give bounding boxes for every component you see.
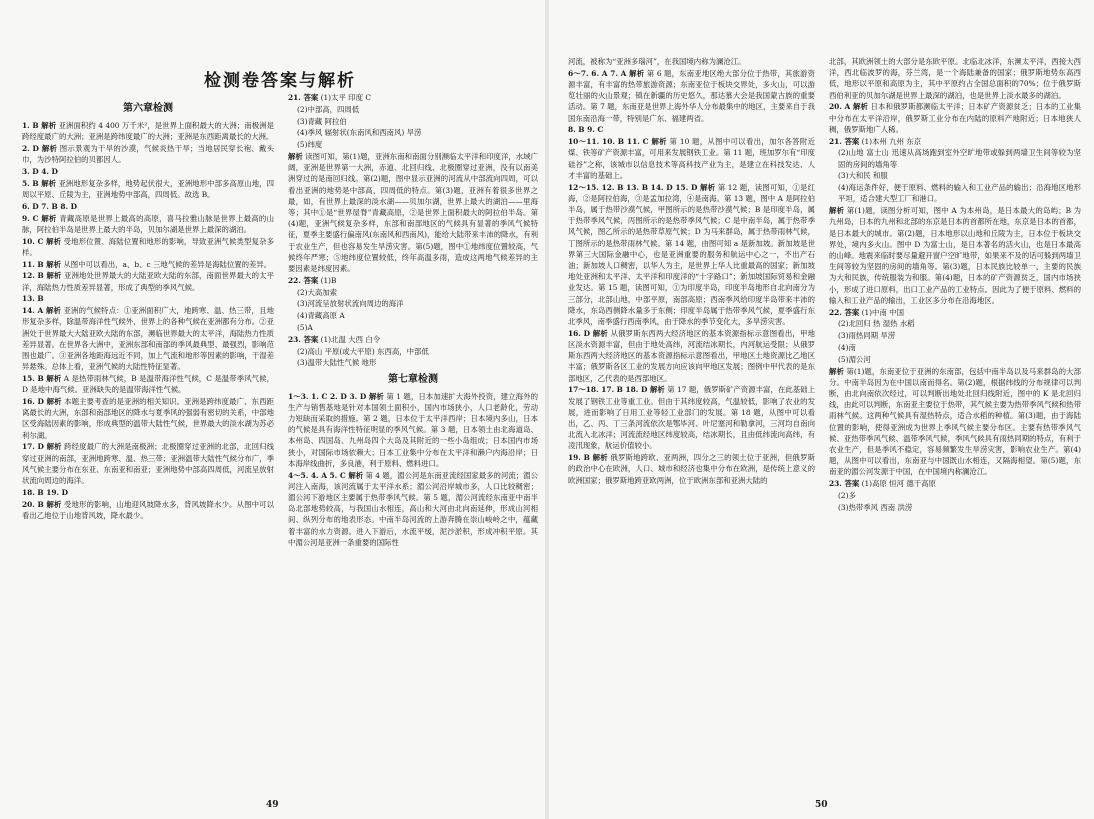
column-2	[288, 92, 538, 800]
answer-paragraph: 16. D 解析 本题主要考查的是亚洲的相关知识。亚洲是跨纬度最广、东西距离最长的大洲，东部和南部地区的降水与夏季风的强弱有密切的关系，中部地区受海陆因素的影响，形成典型的温带大陆性气候，世界最大的淡水湖为苏必利尔湖。	[22, 397, 274, 440]
answer-paragraph: 北部，其欧洲领土的大部分是东欧平原。北临北冰洋，东濒太平洋，西接大西洋，西北临波罗的海，芬兰湾，是一个海陆兼备的国家；俄罗斯地势东高西低，地形以平原和高原为主，其中平原约占全国总面积的70%；位于俄罗斯西伯利亚的贝加尔湖是世界上最深的湖泊，也是世界上淡水最多的湖泊。	[829, 57, 1081, 100]
answer-paragraph: 3. D 4. D	[22, 167, 58, 176]
answer-paragraph: (2)中部高，四周低	[297, 104, 360, 114]
answer-paragraph: 19. B 解析 俄罗斯地跨欧、亚两洲，四分之三的领土位于亚洲，但俄罗斯的政治中心在欧洲，人口、城市和经济也集中分布在欧洲，是传统上意义的欧洲国家；俄罗斯地跨亚欧两洲，位于欧洲东部和亚洲大陆的	[568, 453, 815, 485]
answer-paragraph: 20. B 解析 受地形的影响，山地迎风坡降水多，背风坡降水少。从图中可以看出乙地位于山地背风坡，降水最少。	[22, 499, 274, 520]
answer-paragraph: (4)青藏高原 A	[297, 311, 345, 321]
answer-paragraph: 解析 读图可知，第(1)题，亚洲东南和南面分别濒临太平洋和印度洋，水域广阔，亚洲是世界第一大洲，赤道、北回归线、北极圈穿过亚洲，没有以南美洲穿过的是南回归线。第(2)题，图中显示亚洲的河流从中部流向四周，可以看出亚洲的地势是中部高，四周低的特点。第(3)题，亚洲有着很多世界之最，如，有世界上最深的淡水湖——贝加尔湖，世界上最大的湖泊——里海等；其中①是“世界屋脊”青藏高原，②是世界上面积最大的阿拉伯半岛。第(4)题，亚洲气候复杂多样，东部和南部地区的气候具有显著的季风气候特征，夏季主要盛行偏南风(东南风和西南风)，能给大陆带来丰沛的降水，有利于农业生产，但也容易发生旱涝灾害。第(5)题，图中①地纬度位置较高，气候终年严寒；⑤地纬度位置较低，终年高温多雨，造成这两地气候差异的主要因素是纬度因素。	[288, 151, 538, 274]
answer-paragraph: (5)纬度	[297, 140, 323, 150]
column-3	[568, 56, 815, 800]
answer-paragraph: 4～5. 4. A 5. C 解析 第 4 题，湄公河是东南亚流经国家最多的河流；湄公河注入南海，该河流属于太平洋水系；湄公河沿岸城市多，人口比较稠密；湄公河下游地区主要属于热带季风气候。第 5 题，湄公河流经东南亚中南半岛北部地势较高，与我国山水相连，高山和大河由北向南延伸，形成山河相间、纵列分布的地表形态。中南半岛河流的上游奔腾在崇山峻岭之中，蕴藏着丰富的水力资源。进入下游后，水流平缓，泥沙淤积，形成冲积平原。其中湄公河是亚洲一条重要的国际性	[288, 470, 538, 547]
answer-paragraph: 12. B 解析 亚洲地处世界最大的大陆亚欧大陆的东部，南面世界最大的太平洋，海陆热力性质差异显著，形成了典型的季风气候。	[22, 271, 274, 292]
answer-paragraph: (2)大高加索	[297, 287, 338, 297]
answer-paragraph: 13. B	[22, 294, 44, 304]
answer-paragraph: (4)海运条件好，便于原料、燃料的输入和工业产品的输出；沿海地区地形平坦，适合建大型工厂和港口。	[838, 183, 1081, 204]
answer-paragraph: 16. D 解析 从俄罗斯东西两大经济地区的基本资源指标示意图看出，甲地区淡水资源丰富，但由于地处高纬，河流结冰期长，内河航运受限；从俄罗斯东西两大经济地区的基本资源指标示意图看出，甲地区土地资源比乙地区丰富；俄罗斯各区工业的发展方向应该向甲地区发展；图例中甲代表的是东部地区，乙代表的是西部地区。	[568, 328, 815, 383]
page-number-right: 50	[815, 800, 828, 810]
section-heading: 第七章检测	[388, 373, 438, 385]
answer-paragraph: 21. 答案 (1)本州 九州 东京	[829, 136, 922, 146]
answer-paragraph: 6. D 7. B 8. D	[22, 201, 78, 211]
answer-paragraph: 14. A 解析 亚洲的气候特点：①亚洲面积广大，地跨寒、温、热三带，且地形复杂多样，除温带海洋性气候外，世界上的各种气候在亚洲都有分布。②亚洲处于世界最大大陆亚欧大陆的东部，濒临世界最大的太平洋，海陆热力性质差异显著。在世界各大洲中，亚洲东部和南部的季风最典型、最强烈，影响范围也最广。③亚洲各地距海远近不同，加上气流和地形等因素的影响，干湿差异悬殊。总体上看，亚洲气候的大陆性特征显著。	[22, 306, 274, 372]
answer-paragraph: (3)热带季风 西南 洪涝	[838, 502, 913, 512]
answer-paragraph: (5)A	[297, 323, 313, 332]
answer-paragraph: 解析 第(1)题，东南亚位于亚洲的东南部，包括中南半岛以及马来群岛的大部分。中南半岛因为在中国以南而得名。第(2)题，根据纬线的分布规律可以判断，由北向南依次经过，可以判断出地处北回归线附近，图中的 K 是北回归线，由此可以判断，东南亚主要位于热带，其气候主要为热带季风气候和热带雨林气候。这两种气候具有湿热特点，适合水稻的种植。第(3)题，由于海陆位置的影响，使得亚洲成为世界上季风气候主要分布区。主要有热带季风气候、亚热带季风气候、温带季风气候，季风气候具有雨热同期的特点，有利于农业生产，但是季风不稳定，容易频繁发生旱涝灾害，影响农业生产。第(4)题，从图中可以看出，东南亚与中国既山水相连，又隔海相望。第(5)题，东南亚的湄公河发源于中国，在中国境内称澜沧江。	[829, 366, 1081, 477]
answer-paragraph: 2. D 解析 图示景观为干旱的沙漠，气候炎热干旱；当地居民穿长袍、戴头巾，为沙特阿拉伯的贝都因人。	[22, 144, 274, 165]
answer-paragraph: 22. 答案 (1)中南 中国	[829, 307, 904, 317]
answer-paragraph: 5. B 解析 亚洲地形复杂多样，地势起伏很大，亚洲地形中部多高原山地，四周以平原、丘陵为主，亚洲地势中部高，四周低。故选 B。	[22, 178, 274, 199]
answer-paragraph: (3)温带大陆性气候 地形	[297, 358, 377, 368]
answer-paragraph: 11. B 解析 从图中可以看出，a、b、c 三地气候的差异是海陆位置的差异。	[22, 259, 272, 269]
answer-paragraph: (4)南	[838, 343, 856, 353]
answer-paragraph: 23. 答案 (1)高原 恒河 德干高原	[829, 479, 936, 489]
answer-paragraph: 15. B 解析 A 是热带雨林气候，B 是温带海洋性气候，C 是温带季风气候，D 是地中海气候。亚洲缺失的是温带海洋性气候。	[22, 374, 274, 395]
answer-paragraph: (2)北回归 热 湿热 水稻	[838, 319, 915, 329]
page-number-left: 49	[266, 800, 279, 810]
answer-paragraph: 8. B 9. C	[568, 125, 604, 135]
main-title: 检测卷答案与解析	[204, 71, 356, 91]
answer-paragraph: (2)高山 平原(或大平原) 东西高，中部低	[297, 346, 429, 356]
answer-paragraph: (3)河流呈放射状流向周边的海洋	[297, 299, 404, 309]
answer-paragraph: 9. C 解析 青藏高原是世界上最高的高原，喜马拉雅山脉是世界上最高的山脉，阿拉伯半岛是世界上最大的半岛，贝加尔湖是世界上最深的湖泊。	[22, 213, 274, 234]
answer-paragraph: (4)季风 辐射状(东南风和西南风) 旱涝	[297, 128, 422, 138]
answer-paragraph: (2)多	[838, 491, 856, 501]
answer-paragraph: (3)大和民 和服	[838, 171, 888, 181]
answer-paragraph: 23. 答案 (1)北温 大西 白令	[288, 334, 381, 344]
answer-paragraph: 17～18. 17. B 18. D 解析 第 17 题，俄罗斯矿产资源丰富，在此基础上发展了钢铁工业等重工业。但由于其纬度较高，气温较低，影响了农业的发展，进而影响了日用工业等轻工业部门的发展。第 18 题，从图中可以看出，乙、丙、丁三条河流依次是鄂毕河、叶尼塞河和勒拿河，三河均自南向北流入北冰洋；河流流经地区纬度较高，结冰期长，且由低纬流向高纬，有凌汛现象，航运价值较小。	[568, 385, 815, 451]
answer-paragraph: 22. 答案 (1)B	[288, 275, 337, 285]
answer-paragraph: (3)青藏 阿拉伯	[297, 116, 347, 126]
answer-paragraph: 河流，被称为“亚洲多瑙河”，在我国境内称为澜沧江。	[568, 57, 746, 66]
answer-paragraph: 10～11. 10. B 11. C 解析 第 10 题，从图中可以看出，加尔各答附近煤、铁等矿产资源丰富，可用来发展钢铁工业。第 11 题，班加罗尔有“印度硅谷”之称，该城市以信息技术等高科技产业为主，是建立在科技发达、人才丰富的基础上。	[568, 137, 815, 180]
answer-paragraph: 1～3. 1. C 2. D 3. D 解析 第 1 题，日本加速扩大海外投资，建立海外的生产与销售基地是针对本国领土面积小，国内市场狭小，人口老龄化，劳动力短缺而采取的措施。第 2 题，日本位于太平洋西岸；日本境内多山，日本的气候是具有海洋性特征明显的季风气候。第 3 题，日本领土由北海道岛、本州岛、四国岛、九州岛四个大岛及其附近的一些小岛组成；日本国内市场狭小，对国际市场依赖大；日本工业集中分布在太平洋和濑户内海沿岸；日本海岸线曲折，多良港，利于原料、燃料进口。	[288, 391, 538, 468]
answer-paragraph: 解析 第(1)题，读图分析可知，图中 A 为本州岛，是日本最大的岛屿；B 为九州岛，日本的九州和北部的东京是日本的首都所在地，东京是日本的首都，是日本最大的城市。第(2)题，日本地形以山地和丘陵为主，日本位于板块交界处，境内多火山。图中 D 为富士山，是日本著名的活火山，也是日本最高的山峰。地震来临时要尽量避开窗户空旷地带，如果来不及的话可躲到两墙卫生间等较为坚固的房间的墙角等。第(3)题，日本民族比较单一，主要的民族为大和民族，传统服装为和服。第(4)题，日本的矿产资源贫乏，国内市场狭小，形成了进口原料，出口工业产品的工业特点。因此为了便于原料、燃料的输入和工业产品的输出，工业区多分布在沿海地区。	[829, 206, 1081, 305]
answer-paragraph: 18. B 19. D	[22, 487, 69, 497]
answer-paragraph: 1. B 解析 亚洲面积约 4 400 万千米²，是世界上面积最大的大洲；南极洲是跨经度最广的大洲；亚洲是跨纬度最广的大洲；亚洲是东西距离最长的大洲。	[22, 121, 274, 142]
column-4	[829, 56, 1081, 800]
section-heading: 第六章检测	[123, 103, 173, 114]
answer-paragraph: 17. D 解析 跨经度最广的大洲是南极洲；北极圈穿过亚洲的北部，北回归线穿过亚洲的南部，亚洲地跨寒、温、热三带；亚洲温带大陆性气候分布广，季风气候主要分布在东亚、东南亚和南亚；亚洲地势中部高四周低，河流呈放射状流向周边的海洋。	[22, 442, 274, 486]
answer-paragraph: 12～15. 12. B 13. B 14. D 15. D 解析 第 12 题，读图可知，①是红海，②是阿拉伯海，③是孟加拉湾，④是南海。第 13 题，图中 A 是阿拉伯半岛，属于热带沙漠气候，甲图所示的是热带沙漠气候；B 是印度半岛，属于热带季风气候，丙图所示的是热带季风气候；C 是中南半岛，属于热带季风气候，图乙所示的是热带草原气候；D 为马来群岛，属于热带雨林气候，丁图所示的是热带雨林气候。第 14 题，由图可知 a 是新加坡。新加坡是世界第三大国际金融中心，也是亚洲重要的服务和航运中心之一，不出产石油；新加坡人口稠密，以华人为主，是世界上华人比重最高的国家；新加坡地处亚洲和太平洋、太平洋和印度洋的“十字路口”；新加坡国际贸易和金融业发达。第 15 题，读图可知，①为印度半岛，印度半岛地形自北向南分为三部分，北部山地，中部平原，南部高原；西南季风给印度半岛带来丰沛的降水，东岛西侧降水量多于东侧；印度半岛属于热带季风气候，夏季盛行东北季风，南季盛行西南季风，由于降水的季节变化大，多旱涝灾害。	[568, 182, 815, 327]
answer-paragraph: 21. 答案 (1)太平 印度 C	[288, 93, 371, 102]
column-1	[22, 100, 274, 800]
answer-paragraph: 10. C 解析 受地形位置、海陆位置和地形的影响，导致亚洲气候类型复杂多样。	[22, 236, 274, 257]
answer-paragraph: (2)山地 富士山 迅速从高场跑到室外空旷地带或躲到两墙卫生间等较为坚固的房间的墙角等	[838, 148, 1081, 169]
answer-paragraph: 20. A 解析 日本和俄罗斯都濒临太平洋；日本矿产资源贫乏；日本的工业集中分布在太平洋沿岸，俄罗斯工业分布在内陆的原料产地附近；日本地狭人稠，俄罗斯地广人稀。	[829, 102, 1081, 134]
answer-paragraph: (5)湄公河	[838, 354, 871, 364]
answer-paragraph: (3)雨热同期 旱涝	[838, 331, 896, 341]
answer-paragraph: 6～7. 6. A 7. A 解析 第 6 题，东南亚地区绝大部分位于热带，其旅游资源丰富，有丰富的热带旅游资源；东南亚位于板块交界处，多火山，可以游览壮丽的火山景观；镇在新疆的历史悠久，那达慕大会是我国蒙古族的重要活动。第 7 题，东南亚是世界上海外华人分布最集中的地区，主要来自于我国东南沿海一带，特别是广东、福建两省。	[568, 68, 815, 123]
